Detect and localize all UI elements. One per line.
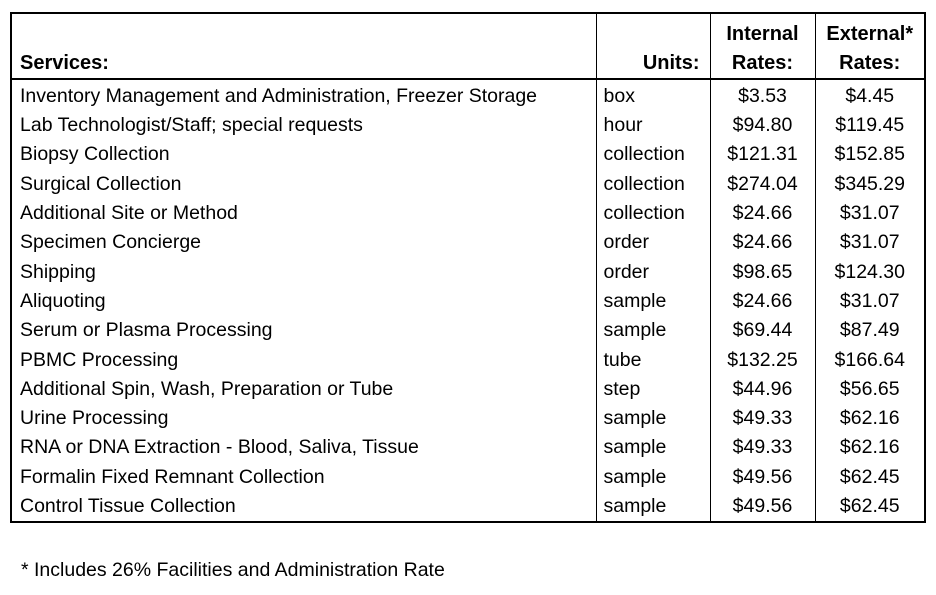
external-rate-cell: $62.45: [815, 463, 925, 492]
service-cell: Lab Technologist/Staff; special requests: [20, 114, 363, 137]
external-rate-cell: $119.45: [815, 111, 925, 140]
table-row: [11, 257, 925, 286]
table-row: [11, 463, 925, 492]
internal-rates-header: [710, 13, 815, 79]
table-row: [11, 316, 925, 345]
table-row: [11, 199, 925, 228]
internal-rate-cell: $49.56: [710, 492, 815, 522]
rates-table-body: [11, 79, 925, 522]
rates-table: [10, 12, 926, 523]
units-cell: box: [596, 79, 710, 111]
services-header-label: Services:: [20, 52, 109, 74]
internal-rate-cell: $3.53: [710, 79, 815, 111]
service-cell: Additional Spin, Wash, Preparation or Tube: [20, 377, 394, 400]
external-rate-cell: $124.30: [815, 257, 925, 286]
table-row: [11, 287, 925, 316]
units-cell: order: [596, 228, 710, 257]
external-rate-cell: $62.16: [815, 404, 925, 433]
internal-rate-cell: $274.04: [710, 170, 815, 199]
external-header-line1: External*: [826, 23, 914, 45]
units-header: [596, 13, 710, 79]
units-cell: sample: [596, 316, 710, 345]
external-rate-cell: $62.16: [815, 433, 925, 462]
external-rate-cell: $345.29: [815, 170, 925, 199]
service-cell: Additional Site or Method: [20, 202, 238, 225]
external-rate-cell: $87.49: [815, 316, 925, 345]
internal-rate-cell: $98.65: [710, 257, 815, 286]
internal-rate-cell: $49.56: [710, 463, 815, 492]
service-cell: Urine Processing: [20, 407, 169, 430]
units-cell: tube: [596, 345, 710, 374]
units-cell: step: [596, 375, 710, 404]
internal-rate-cell: $49.33: [710, 433, 815, 462]
internal-rate-cell: $24.66: [710, 199, 815, 228]
internal-rate-cell: $49.33: [710, 404, 815, 433]
service-cell: PBMC Processing: [20, 348, 179, 371]
internal-rate-cell: $94.80: [710, 111, 815, 140]
service-cell: Formalin Fixed Remnant Collection: [20, 465, 325, 488]
table-row: [11, 433, 925, 462]
external-rate-cell: $166.64: [815, 345, 925, 374]
units-cell: sample: [596, 463, 710, 492]
table-row: [11, 375, 925, 404]
table-row: [11, 170, 925, 199]
services-header: [11, 13, 596, 79]
service-cell: Specimen Concierge: [20, 231, 202, 254]
external-rates-header: [815, 13, 925, 79]
units-cell: sample: [596, 404, 710, 433]
units-cell: collection: [596, 199, 710, 228]
external-rate-cell: $31.07: [815, 199, 925, 228]
units-cell: sample: [596, 287, 710, 316]
table-row: [11, 79, 925, 111]
external-rate-cell: $4.45: [815, 79, 925, 111]
units-header-label: Units:: [642, 52, 700, 74]
external-rate-cell: $31.07: [815, 228, 925, 257]
table-row: [11, 228, 925, 257]
service-cell: Shipping: [20, 260, 96, 283]
table-row: [11, 345, 925, 374]
footnote: * Includes 26% Facilities and Administration Rate: [21, 559, 445, 581]
table-row: [11, 140, 925, 169]
internal-rate-cell: $44.96: [710, 375, 815, 404]
table-row: [11, 111, 925, 140]
table-row: [11, 492, 925, 522]
internal-rate-cell: $132.25: [710, 345, 815, 374]
internal-rate-cell: $69.44: [710, 316, 815, 345]
service-cell: Serum or Plasma Processing: [20, 319, 273, 342]
service-cell: Aliquoting: [20, 289, 106, 312]
external-rate-cell: $62.45: [815, 492, 925, 522]
units-cell: sample: [596, 433, 710, 462]
external-header-line2: Rates:: [839, 52, 901, 74]
service-cell: Biopsy Collection: [20, 143, 170, 166]
internal-header-line2: Rates:: [731, 52, 794, 74]
internal-rate-cell: $24.66: [710, 228, 815, 257]
internal-rate-cell: $121.31: [710, 140, 815, 169]
table-row: [11, 404, 925, 433]
external-rate-cell: $56.65: [815, 375, 925, 404]
internal-rate-cell: $24.66: [710, 287, 815, 316]
internal-header-line1: Internal: [726, 23, 799, 45]
external-rate-cell: $152.85: [815, 140, 925, 169]
units-cell: collection: [596, 170, 710, 199]
service-cell: Inventory Management and Administration, Freezer Storage: [20, 85, 538, 107]
service-cell: Control Tissue Collection: [20, 494, 236, 517]
header-row: [11, 13, 925, 79]
units-cell: sample: [596, 492, 710, 522]
external-rate-cell: $31.07: [815, 287, 925, 316]
service-cell: RNA or DNA Extraction - Blood, Saliva, Tissue: [20, 436, 419, 459]
service-cell: Surgical Collection: [20, 172, 182, 195]
units-cell: collection: [596, 140, 710, 169]
units-cell: order: [596, 257, 710, 286]
units-cell: hour: [596, 111, 710, 140]
